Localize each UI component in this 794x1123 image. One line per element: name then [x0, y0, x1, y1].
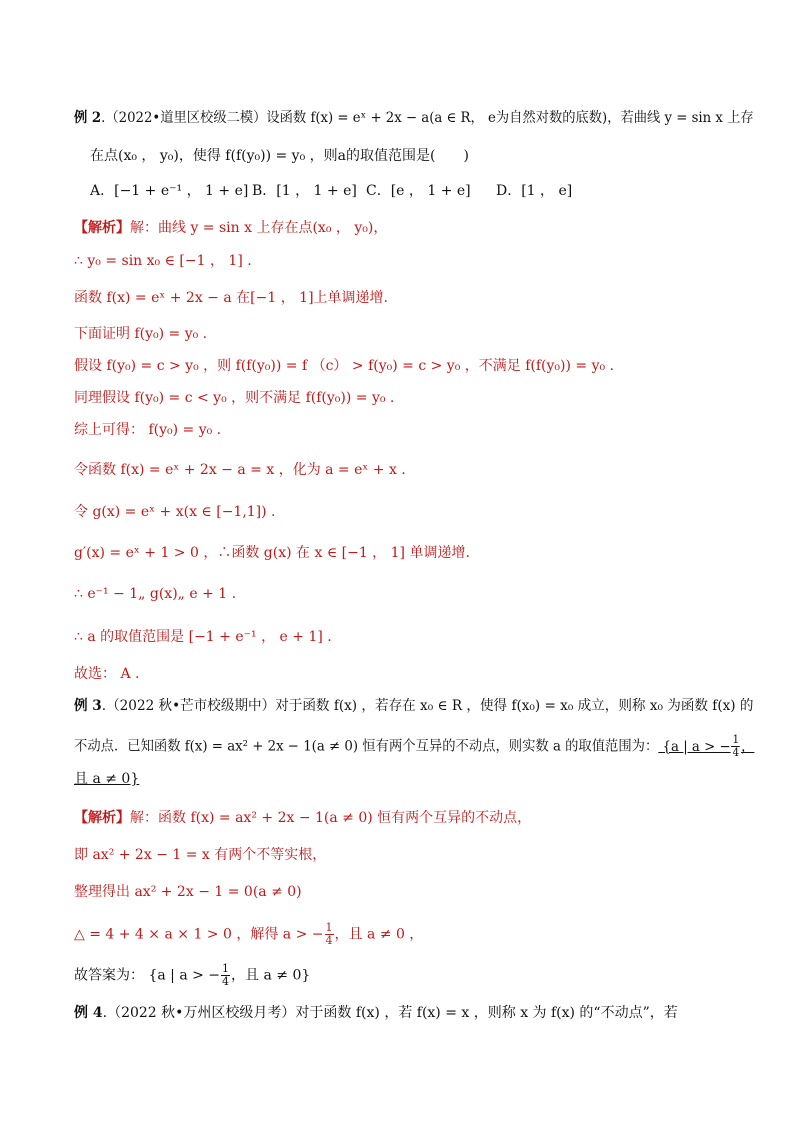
- solution-2-line-1: ∴ y₀ = sin x₀ ∈ [−1 ， 1] .: [74, 253, 252, 269]
- option-d: D．[1 ， e]: [496, 183, 573, 199]
- fraction-one-quarter-3: [221, 963, 230, 988]
- analysis-label: 【解析】: [74, 220, 130, 236]
- example-3-title: 例 3: [74, 698, 102, 714]
- solution-2-line-0: [74, 218, 387, 238]
- example-2-text-1: .（2022•道里区校级二模）设函数 f(x) = eˣ + 2x − a(a ∈ R， e为自然对数的底数)，若曲线 y = sin x 上存: [101, 110, 754, 126]
- delta-tail: ，且 a ≠ 0 ，: [334, 926, 424, 943]
- analysis-label-2: 【解析】: [74, 810, 130, 826]
- solution-3-line-0: [74, 808, 531, 828]
- example-3-text-2: 不动点．已知函数 f(x) = ax² + 2x − 1(a ≠ 0) 恒有两个互异的不动点，则实数 a 的取值范围为：: [74, 738, 659, 755]
- solution-3-line-2: 整理得出 ax² + 2x − 1 = 0(a ≠ 0): [74, 884, 302, 900]
- example-2-title: 例 2: [74, 110, 102, 126]
- answer-blank-tail: 且 a ≠ 0}: [74, 771, 140, 787]
- fraction-denominator: 4: [732, 746, 740, 759]
- option-c: C．[e ， 1 + e]: [366, 183, 471, 199]
- answer-blank-text: {a | a > −: [662, 738, 731, 755]
- solution-2-line-7: 令函数 f(x) = eˣ + 2x − a = x ，化为 a = eˣ + x .: [74, 462, 406, 478]
- solution-3-line-3: [74, 922, 423, 947]
- example-4-line-1: [74, 1003, 678, 1023]
- example-4-title: 例 4: [74, 1005, 103, 1021]
- example-2-line-1: [74, 108, 754, 128]
- answer-blank: [658, 733, 755, 759]
- solution-2-line-5: 同理假设 f(y₀) = c < y₀ ，则不满足 f(f(y₀)) = y₀ .: [74, 390, 395, 406]
- example-3-text-1: .（2022 秋•芒市校级期中）对于函数 f(x) ，若存在 x₀ ∈ R ，使得 f(x₀) = x₀ 成立，则称 x₀ 为函数 f(x) 的: [101, 698, 754, 714]
- fraction-one-quarter-2: [325, 922, 334, 947]
- delta-text: △ = 4 + 4 × a × 1 > 0 ，解得 a > −: [74, 926, 324, 943]
- fraction-one-quarter: [732, 734, 741, 759]
- option-a: A．[−1 + e⁻¹ ， 1 + e]: [90, 183, 249, 199]
- solution-2-line-4: 假设 f(y₀) = c > y₀ ，则 f(f(y₀)) = f （c） > f(y₀) = c > y₀ ，不满足 f(f(y₀)) = y₀ .: [74, 358, 615, 374]
- example-3-line-2: [74, 734, 754, 759]
- solution-3-text-0: 解：函数 f(x) = ax² + 2x − 1(a ≠ 0) 恒有两个互异的不动点，: [130, 810, 532, 826]
- example-3-line-3: [74, 769, 139, 789]
- example-2-line-2: 在点(x₀ ， y₀)，使得 f(f(y₀)) = y₀ ，则a的取值范围是( ): [90, 148, 469, 164]
- fraction-denominator-2: 4: [325, 934, 333, 947]
- solution-2-line-11: ∴ a 的取值范围是 [−1 + e⁻¹ ， e + 1] .: [74, 629, 332, 645]
- solution-2-line-2: 函数 f(x) = eˣ + 2x − a 在[−1 ， 1]上单调递增.: [74, 290, 388, 306]
- solution-2-line-6: 综上可得： f(y₀) = y₀ .: [74, 422, 222, 438]
- solution-2-line-10: ∴ e⁻¹ − 1„ g(x)„ e + 1 .: [74, 586, 237, 602]
- solution-2-line-9: g′(x) = eˣ + 1 > 0 ，∴函数 g(x) 在 x ∈ [−1 ， 1] 单调递增.: [74, 545, 470, 561]
- solution-2-text-0: 解：曲线 y = sin x 上存在点(x₀ ， y₀)，: [130, 220, 388, 236]
- final-answer-tail: ，且 a ≠ 0}: [231, 967, 311, 984]
- solution-3-line-1: 即 ax² + 2x − 1 = x 有两个不等实根，: [74, 847, 327, 863]
- example-3-line-1: [74, 696, 753, 716]
- solution-2-line-3: 下面证明 f(y₀) = y₀ .: [74, 326, 208, 342]
- fraction-numerator: 1: [732, 733, 740, 746]
- final-answer-text: 故答案为： {a | a > −: [74, 967, 221, 984]
- example-4-text-1: .（2022 秋•万州区校级月考）对于函数 f(x) ，若 f(x) = x ，则称 x 为 f(x) 的“不动点”，若: [102, 1005, 678, 1021]
- fraction-numerator-2: 1: [325, 921, 333, 934]
- solution-2-line-8: 令 g(x) = eˣ + x(x ∈ [−1,1]) .: [74, 504, 276, 520]
- answer-blank-comma: ，: [741, 738, 755, 755]
- solution-2-line-12: 故选： A .: [74, 666, 140, 682]
- fraction-numerator-3: 1: [222, 962, 230, 975]
- solution-3-line-4: [74, 963, 310, 988]
- fraction-denominator-3: 4: [222, 975, 230, 988]
- option-b: B．[1 ， 1 + e]: [252, 183, 357, 199]
